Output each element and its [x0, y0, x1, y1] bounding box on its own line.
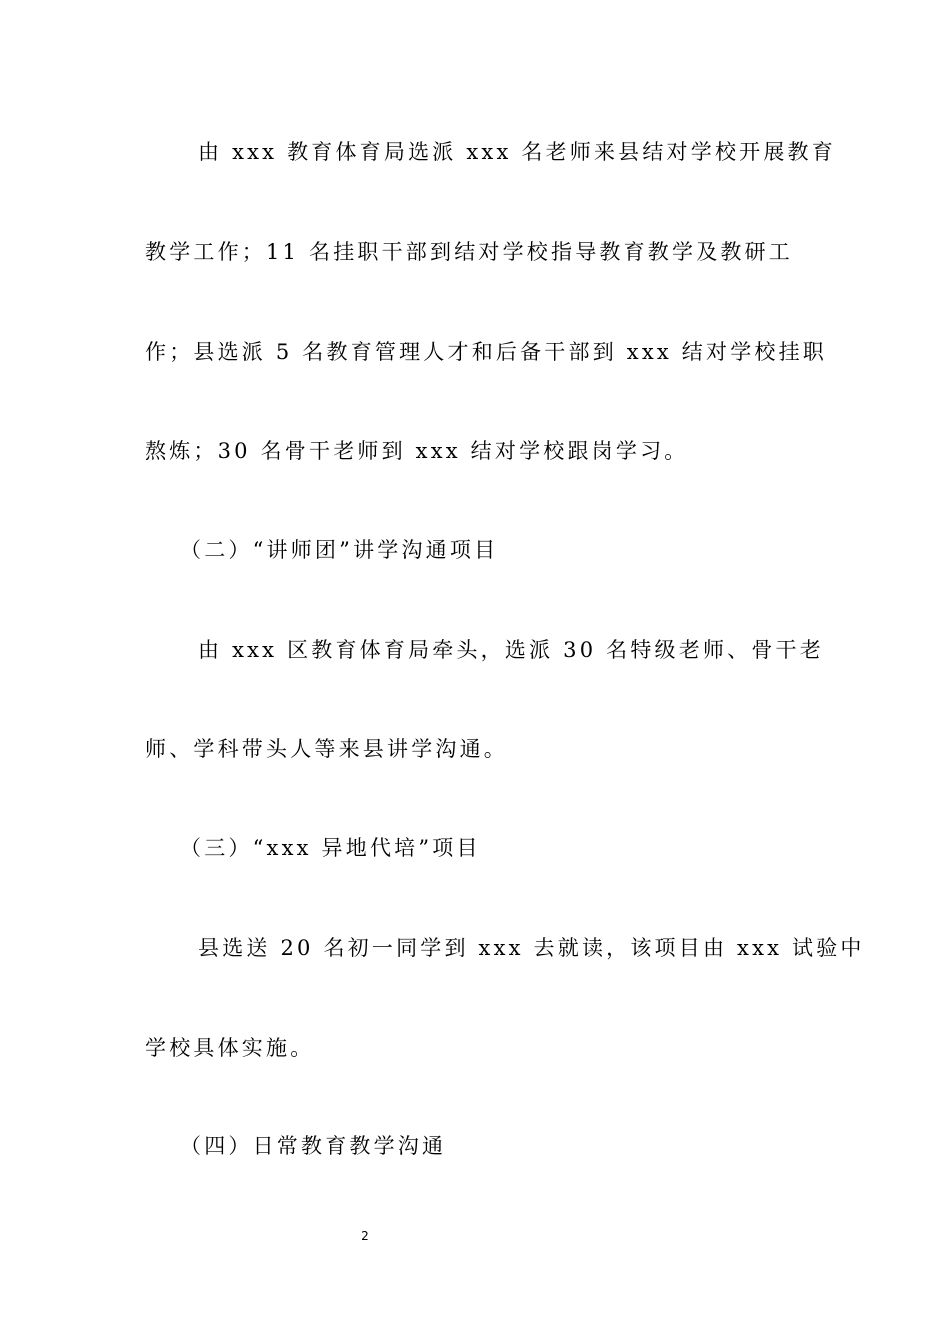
section-heading-2: （二）“讲师团”讲学沟通项目: [180, 538, 499, 562]
paragraph-2-line-2: 师、学科带头人等来县讲学沟通。: [145, 737, 508, 761]
paragraph-3-line-2: 学校具体实施。: [145, 1036, 315, 1060]
paragraph-1-line-2: 教学工作；11 名挂职干部到结对学校指导教育教学及教研工: [145, 240, 793, 264]
paragraph-2-line-1: 由 xxx 区教育体育局牵头，选派 30 名特级老师、骨干老: [198, 638, 824, 662]
paragraph-1-line-1: 由 xxx 教育体育局选派 xxx 名老师来县结对学校开展教育: [198, 140, 836, 164]
page-number: 2: [361, 1229, 369, 1243]
section-heading-3: （三）“xxx 异地代培”项目: [180, 836, 481, 860]
paragraph-1-line-3: 作；县选派 5 名教育管理人才和后备干部到 xxx 结对学校挂职: [145, 340, 827, 364]
section-heading-4: （四）日常教育教学沟通: [180, 1134, 447, 1158]
paragraph-1-line-4: 熬炼；30 名骨干老师到 xxx 结对学校跟岗学习。: [145, 439, 689, 463]
paragraph-3-line-1: 县选送 20 名初一同学到 xxx 去就读，该项目由 xxx 试验中: [198, 936, 865, 960]
